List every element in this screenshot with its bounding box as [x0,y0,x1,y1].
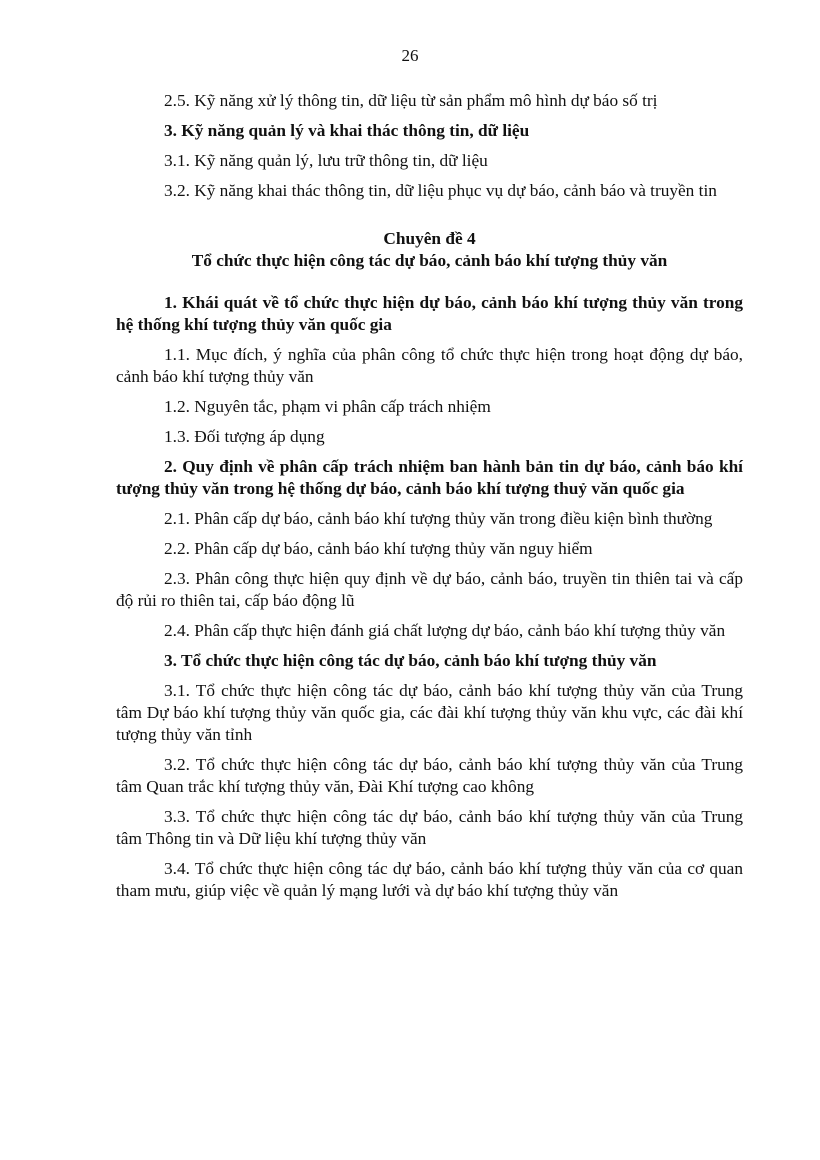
chapter-subtitle: Tổ chức thực hiện công tác dự báo, cảnh báo khí tượng thủy văn [191,251,668,270]
chapter-title: Chuyên đề 4 [383,229,476,248]
sections-before-chapter [116,90,743,202]
section-3-2: 3.2. Kỹ năng khai thác thông tin, dữ liệu phục vụ dự báo, cảnh báo và truyền tin [164,181,717,200]
ch4-section-3-heading: 3. Tổ chức thực hiện công tác dự báo, cảnh báo khí tượng thủy văn [164,651,657,670]
section-2-5: 2.5. Kỹ năng xử lý thông tin, dữ liệu từ sản phẩm mô hình dự báo số trị [164,91,658,110]
ch4-section-2-1: 2.1. Phân cấp dự báo, cảnh báo khí tượng thủy văn trong điều kiện bình thường [164,509,713,528]
page-content [116,90,743,910]
ch4-section-3-4: 3.4. Tổ chức thực hiện công tác dự báo, cảnh báo khí tượng thủy văn của cơ quan tham mưu, giúp việc về quản lý mạng lưới và dự báo khí tượng thủy văn [116,859,743,900]
ch4-section-1-2: 1.2. Nguyên tắc, phạm vi phân cấp trách nhiệm [164,397,491,416]
ch4-section-2-3: 2.3. Phân công thực hiện quy định về dự báo, cảnh báo, truyền tin thiên tai và cấp độ rủi ro thiên tai, cấp báo động lũ [116,569,743,610]
ch4-section-1-3: 1.3. Đối tượng áp dụng [164,427,325,446]
ch4-section-3-3: 3.3. Tổ chức thực hiện công tác dự báo, cảnh báo khí tượng thủy văn của Trung tâm Thông tin và Dữ liệu khí tượng thủy văn [116,807,743,848]
ch4-section-1-1: 1.1. Mục đích, ý nghĩa của phân công tổ chức thực hiện trong hoạt động dự báo, cảnh báo khí tượng thủy văn [116,345,743,386]
ch4-section-2-4: 2.4. Phân cấp thực hiện đánh giá chất lượng dự báo, cảnh báo khí tượng thủy văn [164,621,726,640]
ch4-section-1-heading: 1. Khái quát về tổ chức thực hiện dự báo, cảnh báo khí tượng thủy văn trong hệ thống khí tượng thủy văn quốc gia [116,293,743,334]
ch4-section-3-2: 3.2. Tổ chức thực hiện công tác dự báo, cảnh báo khí tượng thủy văn của Trung tâm Quan trắc khí tượng thủy văn, Đài Khí tượng cao không [116,755,743,796]
sections-after-chapter [116,292,743,902]
page-number: 26 [401,46,419,65]
ch4-section-2-2: 2.2. Phân cấp dự báo, cảnh báo khí tượng thủy văn nguy hiểm [164,539,593,558]
section-3-heading: 3. Kỹ năng quản lý và khai thác thông tin, dữ liệu [164,121,530,140]
section-3-1: 3.1. Kỹ năng quản lý, lưu trữ thông tin, dữ liệu [164,151,488,170]
ch4-section-2-heading: 2. Quy định về phân cấp trách nhiệm ban hành bản tin dự báo, cảnh báo khí tượng thủy văn trong hệ thống dự báo, cảnh báo khí tượng thuỷ văn quốc gia [116,457,743,498]
ch4-section-3-1: 3.1. Tổ chức thực hiện công tác dự báo, cảnh báo khí tượng thủy văn của Trung tâm Dự báo khí tượng thủy văn quốc gia, các đài khí tượng thủy văn khu vực, các đài khí tượng thủy văn tỉnh [116,681,743,744]
